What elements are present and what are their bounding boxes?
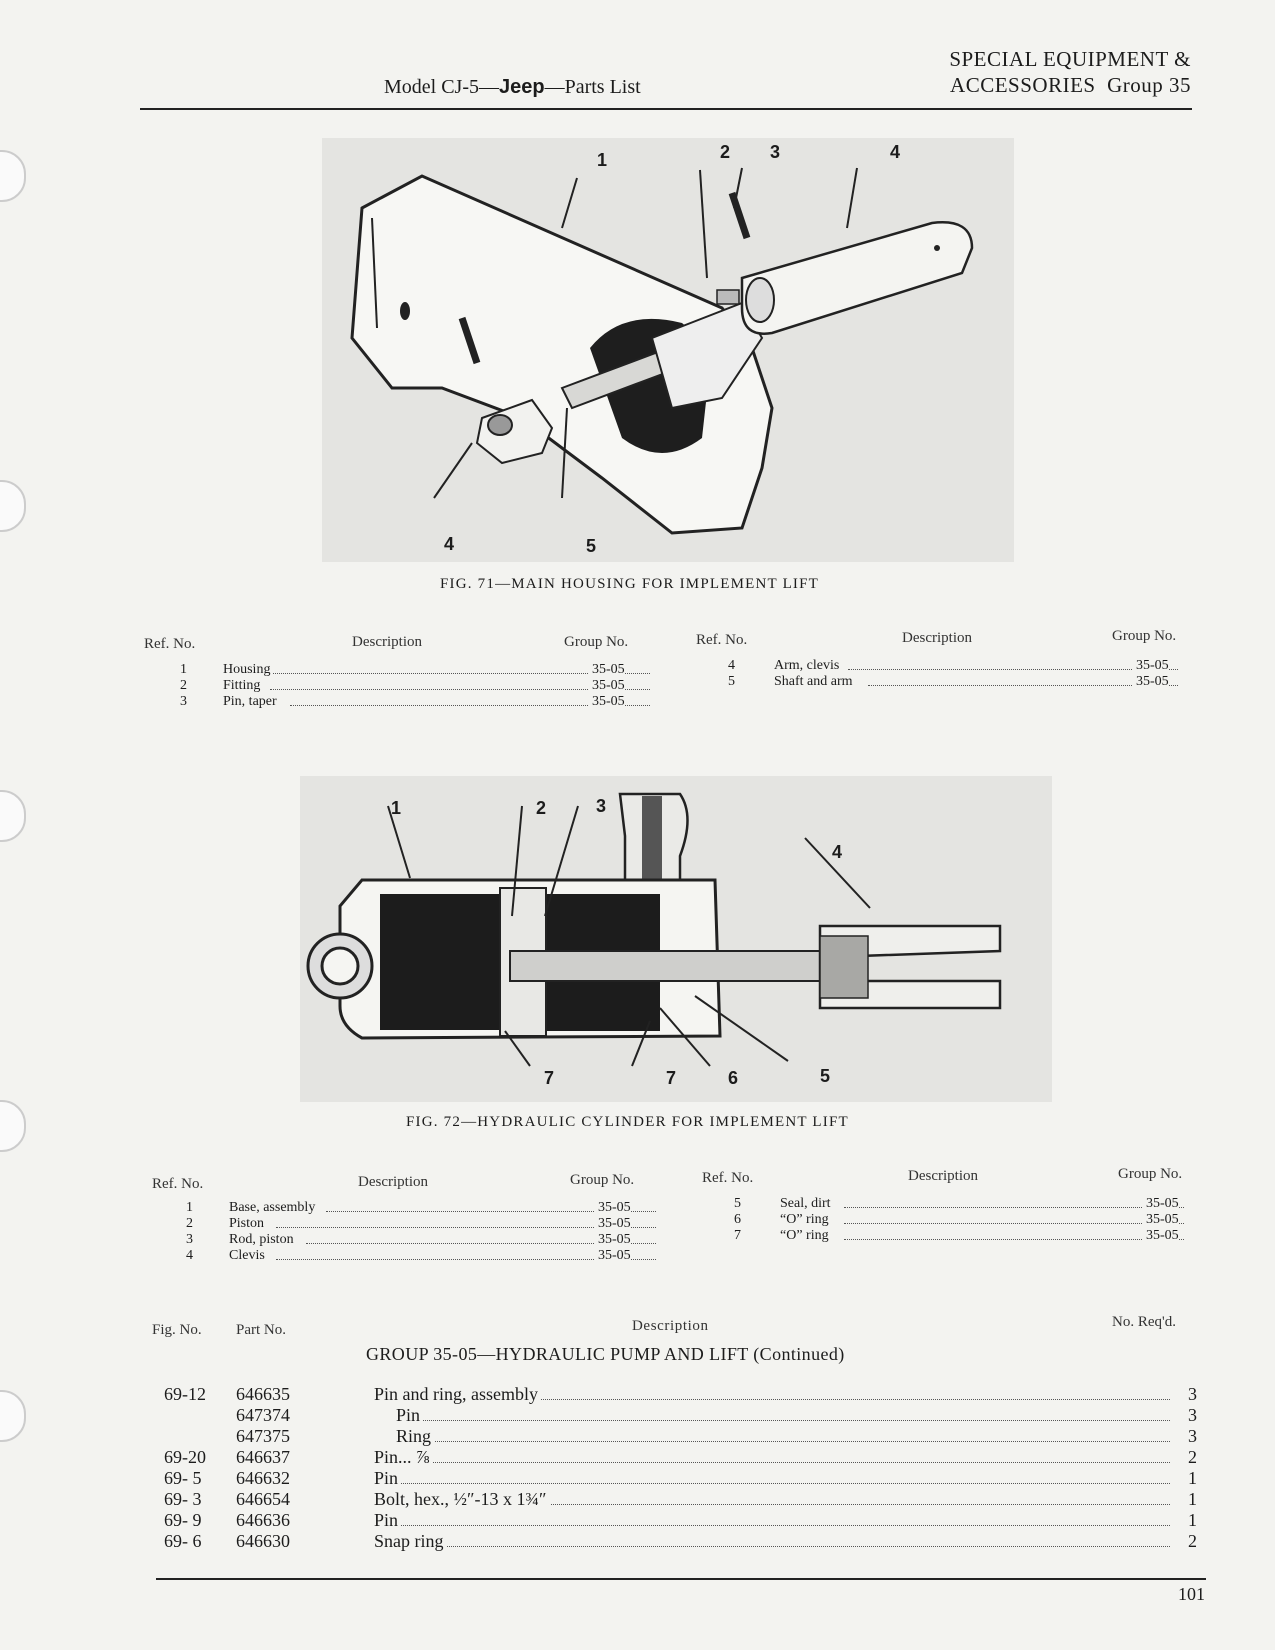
ref-no: 1 xyxy=(180,662,187,677)
figure-71-caption: FIG. 71—MAIN HOUSING FOR IMPLEMENT LIFT xyxy=(440,576,820,592)
description: Rod, piston xyxy=(229,1232,294,1247)
fig-no: 69- 5 xyxy=(164,1468,202,1488)
table-row xyxy=(180,678,650,694)
ref-no: 3 xyxy=(186,1232,193,1247)
table-row xyxy=(160,1447,1210,1468)
table-row xyxy=(186,1216,636,1232)
ref-no: 5 xyxy=(728,674,735,689)
ref-no: 2 xyxy=(180,678,187,693)
quantity-required: 3 xyxy=(1184,1384,1197,1405)
dot-leader xyxy=(416,1441,1170,1442)
dot-leader xyxy=(844,1207,1184,1208)
group-no: 35-05 xyxy=(594,1216,631,1232)
parts-req-header: No. Req'd. xyxy=(1112,1314,1176,1330)
part-no: 646632 xyxy=(236,1468,290,1488)
dot-leader xyxy=(844,1223,1184,1224)
fig-no: 69- 6 xyxy=(164,1531,202,1551)
binder-hole xyxy=(0,1390,26,1442)
callout-5: 5 xyxy=(820,1066,831,1086)
group-no: 35-05 xyxy=(588,678,625,694)
binder-hole xyxy=(0,1100,26,1152)
dot-leader xyxy=(848,669,1178,670)
description: Pin, taper xyxy=(223,694,277,709)
table-row xyxy=(160,1489,1210,1510)
part-no: 646654 xyxy=(236,1489,290,1509)
ref-no: 1 xyxy=(186,1200,193,1215)
figure-72-drawing xyxy=(300,776,1052,1102)
table-row xyxy=(160,1510,1210,1531)
parts-group-title: GROUP 35-05—HYDRAULIC PUMP AND LIFT (Continued) xyxy=(366,1344,845,1364)
description: Snap ring xyxy=(374,1531,447,1552)
header-rule xyxy=(140,108,1192,110)
table-row xyxy=(734,1196,1194,1212)
description: Ring xyxy=(396,1426,434,1447)
group-no: 35-05 xyxy=(594,1232,631,1248)
part-no: 647375 xyxy=(236,1426,290,1446)
description: “O” ring xyxy=(780,1228,829,1243)
callout-4: 4 xyxy=(890,142,901,162)
quantity-required: 1 xyxy=(1184,1510,1197,1531)
fig72-group-header: Group No. xyxy=(570,1172,635,1188)
table-row xyxy=(186,1248,636,1264)
figure-72-illustration xyxy=(300,776,1052,1102)
description: Housing xyxy=(223,662,271,677)
group-no: 35-05 xyxy=(1142,1196,1179,1212)
header-section-line2: ACCESSORIES Group 35 xyxy=(950,73,1191,97)
description: Clevis xyxy=(229,1248,265,1263)
table-row xyxy=(160,1426,1210,1447)
ref-no: 5 xyxy=(734,1196,741,1211)
table-row xyxy=(728,674,1188,690)
fig71-desc-header-right: Description xyxy=(902,630,972,646)
quantity-required: 2 xyxy=(1184,1531,1197,1552)
description: Seal, dirt xyxy=(780,1196,831,1211)
callout-1: 1 xyxy=(391,798,402,818)
callout-2: 2 xyxy=(536,798,547,818)
fig71-ref-header-right: Ref. No. xyxy=(696,632,748,648)
ref-no: 4 xyxy=(728,658,735,673)
fig-no: 69- 3 xyxy=(164,1489,202,1509)
ref-no: 2 xyxy=(186,1216,193,1231)
parts-part-header: Part No. xyxy=(236,1322,286,1338)
page-header-section xyxy=(949,46,1191,98)
table-row xyxy=(186,1200,636,1216)
group-no: 35-05 xyxy=(1142,1228,1179,1244)
description: Pin xyxy=(396,1405,423,1426)
part-no: 647374 xyxy=(236,1405,290,1425)
dot-leader xyxy=(844,1239,1184,1240)
fig72-ref-header: Ref. No. xyxy=(152,1176,204,1192)
binder-hole xyxy=(0,790,26,842)
callout-3: 3 xyxy=(770,142,781,162)
fig72-desc-header: Description xyxy=(358,1174,428,1190)
group-no: 35-05 xyxy=(594,1248,631,1264)
part-no: 646636 xyxy=(236,1510,290,1530)
fig71-group-header-right: Group No. xyxy=(1112,628,1177,644)
callout-3: 3 xyxy=(596,796,607,816)
part-no: 646635 xyxy=(236,1384,290,1404)
part-no: 646630 xyxy=(236,1531,290,1551)
fig71-desc-header: Description xyxy=(352,634,422,650)
table-row xyxy=(160,1531,1210,1552)
callout-1: 1 xyxy=(597,150,608,170)
fig-no: 69-20 xyxy=(164,1447,206,1467)
description: Pin xyxy=(374,1510,401,1531)
description: Bolt, hex., ½″-13 x 1¾″ xyxy=(374,1489,550,1510)
description: Base, assembly xyxy=(229,1200,316,1215)
fig72-group-header-right: Group No. xyxy=(1118,1166,1183,1182)
binder-hole xyxy=(0,150,26,202)
group-no: 35-05 xyxy=(588,694,625,710)
ref-no: 7 xyxy=(734,1228,741,1243)
quantity-required: 3 xyxy=(1184,1426,1197,1447)
ref-no: 4 xyxy=(186,1248,193,1263)
fig71-group-header: Group No. xyxy=(564,634,629,650)
table-row xyxy=(728,658,1188,674)
figure-71-illustration xyxy=(322,138,1014,562)
callout-2: 2 xyxy=(720,142,731,162)
header-model-suffix: —Parts List xyxy=(544,76,641,98)
quantity-required: 1 xyxy=(1184,1468,1197,1489)
callout-7: 7 xyxy=(544,1068,555,1088)
table-row xyxy=(160,1405,1210,1426)
callout-4: 4 xyxy=(832,842,843,862)
page-header-model xyxy=(384,76,641,99)
figure-71-drawing xyxy=(322,138,1014,562)
binder-hole xyxy=(0,480,26,532)
parts-fig-header: Fig. No. xyxy=(152,1322,202,1338)
fig-no: 69-12 xyxy=(164,1384,206,1404)
table-row xyxy=(186,1232,636,1248)
dot-leader xyxy=(394,1525,1170,1526)
description: Arm, clevis xyxy=(774,658,840,673)
header-model-prefix: Model CJ-5— xyxy=(384,76,499,98)
fig-no: 69- 9 xyxy=(164,1510,202,1530)
ref-no: 3 xyxy=(180,694,187,709)
table-row xyxy=(734,1228,1194,1244)
group-no: 35-05 xyxy=(1142,1212,1179,1228)
table-row xyxy=(180,694,650,710)
page-number: 101 xyxy=(1178,1584,1205,1604)
fig72-desc-header-right: Description xyxy=(908,1168,978,1184)
description: Fitting xyxy=(223,678,261,693)
parts-desc-header: Description xyxy=(632,1318,709,1334)
description: Pin xyxy=(374,1468,401,1489)
group-no: 35-05 xyxy=(588,662,625,678)
quantity-required: 1 xyxy=(1184,1489,1197,1510)
dot-leader xyxy=(394,1546,1170,1547)
footer-rule xyxy=(156,1578,1206,1580)
figure-72-caption: FIG. 72—HYDRAULIC CYLINDER FOR IMPLEMENT LIFT xyxy=(406,1114,849,1130)
group-no: 35-05 xyxy=(594,1200,631,1216)
table-row xyxy=(160,1468,1210,1489)
dot-leader xyxy=(394,1462,1170,1463)
description: “O” ring xyxy=(780,1212,829,1227)
quantity-required: 3 xyxy=(1184,1405,1197,1426)
header-model-brand: Jeep xyxy=(499,76,545,98)
callout-6: 6 xyxy=(728,1068,739,1088)
group-no: 35-05 xyxy=(1132,658,1169,674)
part-no: 646637 xyxy=(236,1447,290,1467)
description: Piston xyxy=(229,1216,265,1231)
header-section-line1: SPECIAL EQUIPMENT & xyxy=(949,47,1191,71)
description: Pin and ring, assembly xyxy=(374,1384,541,1405)
callout-4-lower: 4 xyxy=(444,534,455,554)
fig72-ref-header-right: Ref. No. xyxy=(702,1170,754,1186)
description: Shaft and arm xyxy=(774,674,853,689)
dot-leader xyxy=(394,1483,1170,1484)
table-row xyxy=(180,662,650,678)
quantity-required: 2 xyxy=(1184,1447,1197,1468)
table-row xyxy=(734,1212,1194,1228)
callout-5: 5 xyxy=(586,536,597,556)
fig71-ref-header: Ref. No. xyxy=(144,636,196,652)
ref-no: 6 xyxy=(734,1212,741,1227)
description: Pin... ⅞ xyxy=(374,1447,433,1468)
callout-7-second: 7 xyxy=(666,1068,677,1088)
dot-leader xyxy=(416,1420,1170,1421)
table-row xyxy=(160,1384,1210,1405)
group-no: 35-05 xyxy=(1132,674,1169,690)
